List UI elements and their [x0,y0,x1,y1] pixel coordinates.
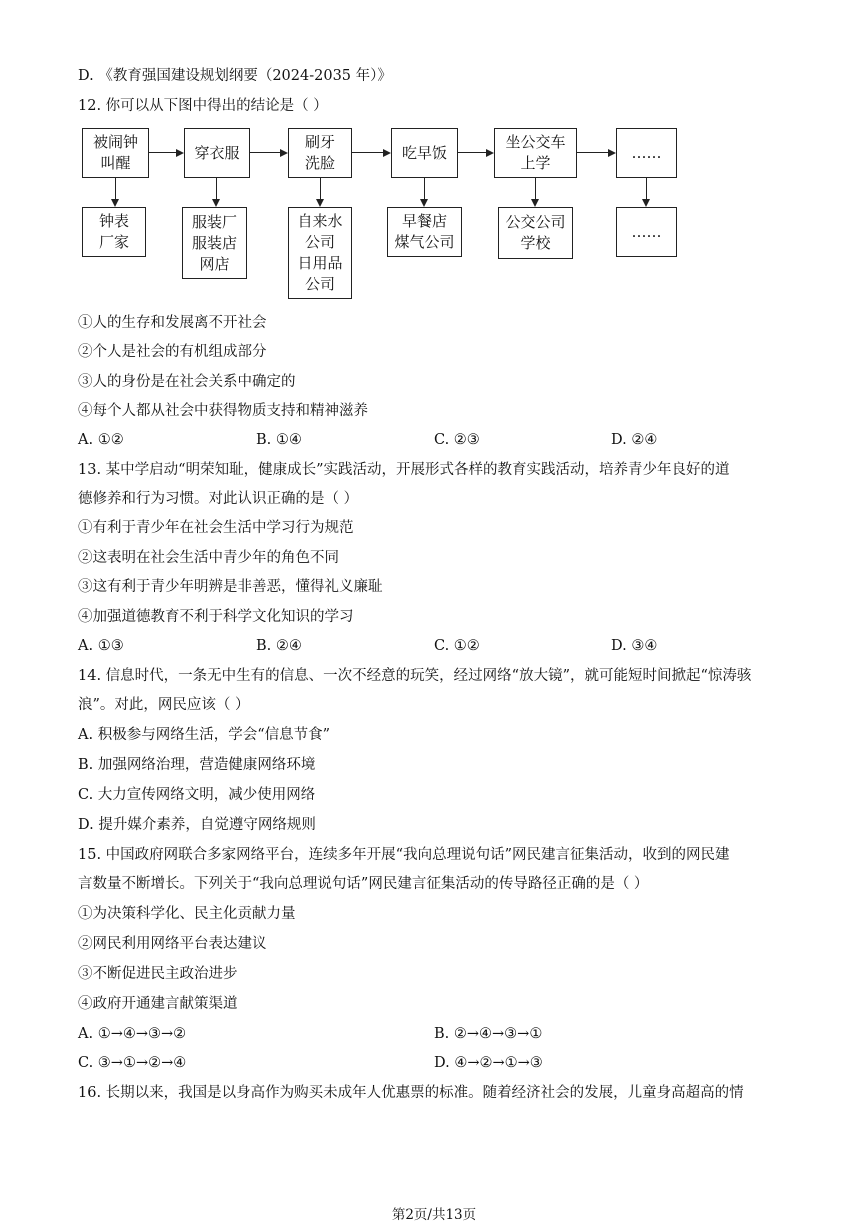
q15-option-c[interactable]: C. ③→①→②→④ [78,1055,187,1071]
arrow-down-icon [316,199,324,207]
q13-option-b[interactable]: B. ②④ [256,638,302,654]
q15-item: ③不断促进民主政治进步 [78,966,238,982]
q12-option-c[interactable]: C. ②③ [434,432,480,448]
q15-stem: 15. 中国政府网联合多家网络平台，连续多年开展“我向总理说句话”网民建言征集活动，收到的网民建 [78,847,730,863]
q13-item: ④加强道德教育不利于科学文化知识的学习 [78,609,354,625]
diagram-box-ellipsis-bottom: …… [616,207,677,257]
q13-item: ①有利于青少年在社会生活中学习行为规范 [78,520,354,536]
diagram-box-bus-company: 公交公司 学校 [498,207,573,259]
diagram-box-dress: 穿衣服 [184,128,250,178]
q14-option-b[interactable]: B. 加强网络治理，营造健康网络环境 [78,757,316,773]
diagram-box-breakfast-shop: 早餐店 煤气公司 [387,207,462,257]
q14-option-a[interactable]: A. 积极参与网络生活，学会“信息节食” [78,727,331,743]
q14-option-d[interactable]: D. 提升媒介素养，自觉遵守网络规则 [78,817,316,833]
q13-item: ③这有利于青少年明辨是非善恶，懂得礼义廉耻 [78,579,383,595]
q15-option-d[interactable]: D. ④→②→①→③ [434,1055,543,1071]
q16-stem: 16. 长期以来，我国是以身高作为购买未成年人优惠票的标准。随着经济社会的发展，儿童身高超高的情 [78,1085,744,1101]
q12-option-b[interactable]: B. ①④ [256,432,302,448]
q13-option-c[interactable]: C. ①② [434,638,480,654]
arrow-down-icon [212,199,220,207]
q14-option-c[interactable]: C. 大力宣传网络文明，减少使用网络 [78,787,316,803]
q12-option-d[interactable]: D. ②④ [611,432,658,448]
diagram-box-brush-teeth: 刷牙 洗脸 [288,128,352,178]
q15-item: ②网民利用网络平台表达建议 [78,936,267,952]
q15-item: ④政府开通建言献策渠道 [78,996,238,1012]
q12-item: ①人的生存和发展离不开社会 [78,315,267,331]
diagram-box-bus-school: 坐公交车 上学 [494,128,577,178]
arrow-down-icon [111,199,119,207]
q13-stem: 13. 某中学启动“明荣知耻，健康成长”实践活动，开展形式各样的教育实践活动，培养青少年良好的道 [78,462,730,478]
arrow-right-icon [176,149,184,157]
diagram-box-breakfast: 吃早饭 [391,128,458,178]
diagram-box-clothing: 服装厂 服装店 网店 [182,207,247,279]
q15-option-b[interactable]: B. ②→④→③→① [434,1026,543,1042]
arrow-down-icon [531,199,539,207]
q13-option-a[interactable]: A. ①③ [78,638,124,654]
diagram-box-water-company: 自来水 公司 日用品 公司 [288,207,352,299]
q12-item: ②个人是社会的有机组成部分 [78,344,267,360]
q14-stem: 浪”。对此，网民应该（ ） [78,697,250,713]
arrow-right-icon [280,149,288,157]
q13-option-d[interactable]: D. ③④ [611,638,658,654]
diagram-box-clock-maker: 钟表 厂家 [82,207,146,257]
page-footer: 第2页/共13页 [391,1207,477,1223]
q12-item: ④每个人都从社会中获得物质支持和精神滋养 [78,403,368,419]
arrow-right-icon [608,149,616,157]
q11-option-d: D. 《教育强国建设规划纲要（2024-2035 年）》 [78,68,392,84]
arrow-down-icon [642,199,650,207]
arrow-right-icon [486,149,494,157]
q14-stem: 14. 信息时代，一条无中生有的信息、一次不经意的玩笑，经过网络“放大镜”，就可能短时间掀起“惊涛骇 [78,668,752,684]
arrow-right-icon [383,149,391,157]
q15-item: ①为决策科学化、民主化贡献力量 [78,906,296,922]
diagram-box-alarm: 被闹钟 叫醒 [82,128,149,178]
q12-item: ③人的身份是在社会关系中确定的 [78,374,296,390]
q12-option-a[interactable]: A. ①② [78,432,124,448]
arrow-down-icon [420,199,428,207]
q12-stem: 12. 你可以从下图中得出的结论是（ ） [78,98,328,114]
q15-option-a[interactable]: A. ①→④→③→② [78,1026,187,1042]
diagram-box-ellipsis-top: …… [616,128,677,178]
q13-stem: 德修养和行为习惯。对此认识正确的是（ ） [78,491,359,507]
q15-stem: 言数量不断增长。下列关于“我向总理说句话”网民建言征集活动的传导路径正确的是（ ） [78,876,649,892]
q13-item: ②这表明在社会生活中青少年的角色不同 [78,550,339,566]
